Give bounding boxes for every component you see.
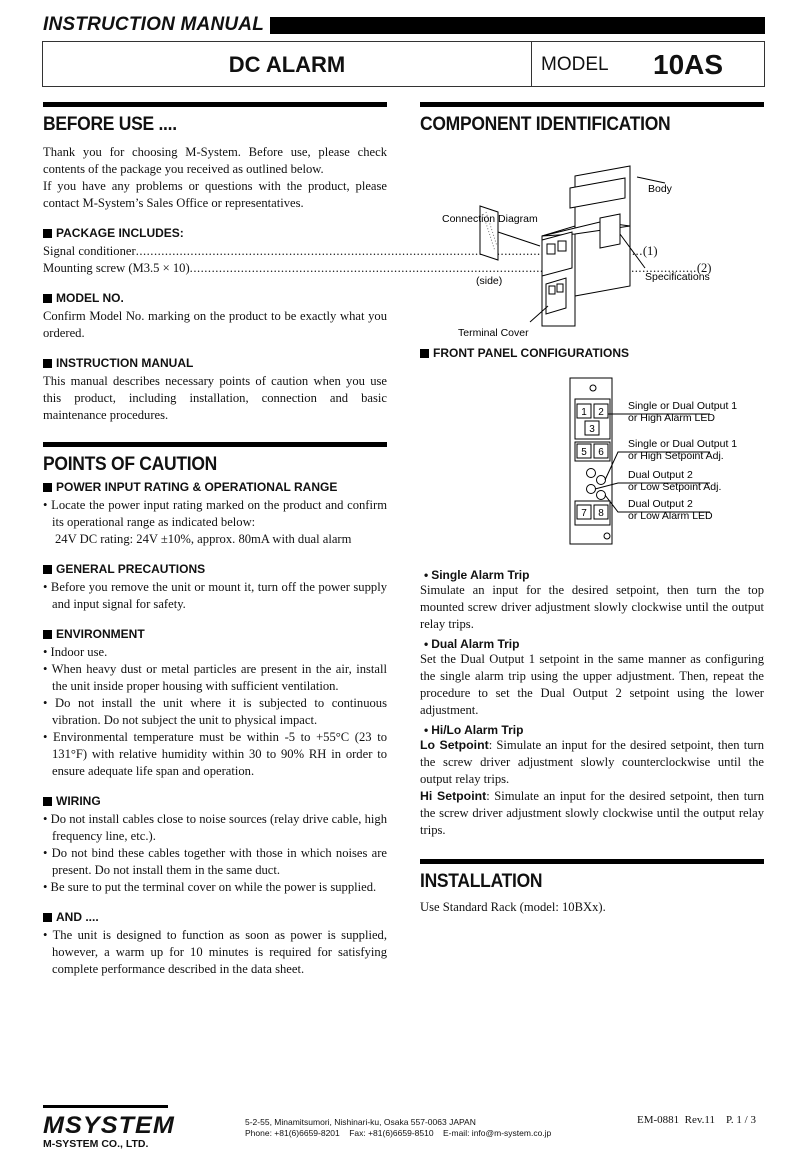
terminal-screw xyxy=(557,284,563,292)
low-setpoint-adj xyxy=(587,485,596,494)
terminal-label: 5 xyxy=(581,447,587,458)
specifications-panel xyxy=(600,214,620,248)
front-panel-diagram xyxy=(420,368,764,548)
power-bullet: • Locate the power input rating marked on the product and confirm its operational range as indicated below: xyxy=(43,498,387,529)
header-bar xyxy=(270,17,765,34)
wiring-heading: WIRING xyxy=(43,794,387,808)
high-led xyxy=(587,469,596,478)
dual-trip-text: Set the Dual Output 1 setpoint in the same manner as configuring the single alarm trip using the upper adjustment. Then, repeat the procedure to set the Dual Output 2 setpoint using the lower adjustment. xyxy=(420,652,764,717)
environment-heading: ENVIRONMENT xyxy=(43,627,387,641)
front-label: or High Setpoint Adj. xyxy=(628,450,724,462)
terminal-block-lower xyxy=(546,278,566,314)
section-bar xyxy=(420,859,764,864)
section-bar xyxy=(43,102,387,107)
label-body: Body xyxy=(648,183,672,195)
front-panel-heading: FRONT PANEL CONFIGURATIONS xyxy=(420,346,764,360)
hilo-trip-heading: • Hi/Lo Alarm Trip xyxy=(424,723,524,737)
front-label: or High Alarm LED xyxy=(628,412,715,424)
terminal-screw xyxy=(558,241,566,251)
title-box xyxy=(42,41,765,87)
component-title: COMPONENT IDENTIFICATION xyxy=(420,114,671,135)
square-bullet-icon xyxy=(43,565,52,574)
general-heading: GENERAL PRECAUTIONS xyxy=(43,562,387,576)
terminal-label: 1 xyxy=(581,407,587,418)
front-label: Single or Dual Output 1 xyxy=(628,438,738,450)
package-heading: PACKAGE INCLUDES: xyxy=(43,226,387,240)
label-side: (side) xyxy=(476,275,503,287)
front-label: Dual Output 2 xyxy=(628,469,693,481)
single-trip-text: Simulate an input for the desired setpoint, then turn the top mounted screw driver adjustment slowly clockwise until the output relay trips. xyxy=(420,583,764,631)
power-rating: 24V DC rating: 24V ±10%, approx. 80mA with dual alarm xyxy=(55,532,352,546)
document-code: EM-0881 Rev.11 P. 1 / 3 xyxy=(637,1114,756,1126)
installation-text: Use Standard Rack (model: 10BXx). xyxy=(420,900,606,914)
label-connection-diagram: Connection Diagram xyxy=(442,213,538,225)
front-label: Single or Dual Output 1 xyxy=(628,400,738,412)
package-item: Mounting screw (M3.5 × 10) ..... (2) xyxy=(43,260,387,277)
before-use-title: BEFORE USE .... xyxy=(43,114,177,135)
panel-screw-top xyxy=(590,385,596,391)
low-led xyxy=(597,491,606,500)
panel-screw-bottom xyxy=(604,533,610,539)
hi-setpoint-text: Hi Setpoint: Simulate an input for the desired setpoint, then turn the screw driver adjustment slowly clockwise until the output relay trips. xyxy=(420,789,764,837)
front-label: or Low Alarm LED xyxy=(628,510,713,522)
single-trip-heading: • Single Alarm Trip xyxy=(424,568,530,582)
environment-bullet: • Indoor use. xyxy=(43,645,108,659)
front-label: or Low Setpoint Adj. xyxy=(628,481,722,493)
manual-text: This manual describes necessary points of caution when you use this product, including installation, connection and basic maintenance procedures. xyxy=(43,374,387,422)
model-no-text: Confirm Model No. marking on the product to be exactly what you ordered. xyxy=(43,309,387,340)
company-name: M-SYSTEM CO., LTD. xyxy=(43,1138,149,1150)
square-bullet-icon xyxy=(43,913,52,922)
logo-rule xyxy=(43,1105,168,1108)
terminal-label: 7 xyxy=(581,508,587,519)
wiring-bullet: • Do not install cables close to noise sources (relay drive cable, high frequency line, etc.). xyxy=(43,812,387,843)
section-bar xyxy=(43,442,387,447)
terminal-label: 2 xyxy=(598,407,604,418)
square-bullet-icon xyxy=(43,483,52,492)
dual-trip-heading: • Dual Alarm Trip xyxy=(424,637,520,651)
square-bullet-icon xyxy=(43,797,52,806)
caution-title: POINTS OF CAUTION xyxy=(43,454,217,475)
company-logo: MSYSTEM xyxy=(43,1112,175,1139)
terminal-label: 6 xyxy=(598,447,604,458)
before-use-intro: Thank you for choosing M-System. Before use, please check contents of the package you received as outlined below. xyxy=(43,145,387,176)
square-bullet-icon xyxy=(43,359,52,368)
wiring-bullet: • Do not bind these cables together with those in which noises are present. Do not install them in the same duct. xyxy=(43,846,387,877)
right-column xyxy=(420,102,764,916)
model-code: 10AS xyxy=(653,49,724,80)
terminal-label: 3 xyxy=(589,424,595,435)
environment-bullet: • Environmental temperature must be within -5 to +55°C (23 to 131°F) with relative humidity within 30 to 90% RH in order to ensure adequate life span and operation. xyxy=(43,730,387,778)
environment-bullet: • When heavy dust or metal particles are present in the air, install the unit inside proper housing with sufficient ventilation. xyxy=(43,662,387,693)
connection-leader xyxy=(498,232,540,246)
before-use-intro-2: If you have any problems or questions with the product, please contact M-System’s Sales Office or representatives. xyxy=(43,179,387,210)
power-heading: POWER INPUT RATING & OPERATIONAL RANGE xyxy=(43,480,387,494)
general-bullet: • Before you remove the unit or mount it, turn off the power supply and input signal for safety. xyxy=(43,580,387,611)
terminal-label: 8 xyxy=(598,508,604,519)
package-item: Signal conditioner ..... (1) xyxy=(43,243,387,260)
terminal-screw xyxy=(549,286,555,294)
company-address: 5-2-55, Minamitsumori, Nishinari-ku, Osaka 557-0063 JAPAN Phone: +81(6)6659-8201 Fax: +81(6)6659-8510 E-mail: info@m-system.co.jp xyxy=(245,1117,552,1138)
model-label: MODEL xyxy=(541,54,609,75)
environment-bullet: • Do not install the unit where it is subjected to continuous vibration. Do not subject the unit to physical impact. xyxy=(43,696,387,727)
terminal-screw xyxy=(547,244,555,254)
label-specifications: Specifications xyxy=(645,271,710,283)
high-setpoint-adj xyxy=(597,476,606,485)
model-no-heading: MODEL NO. xyxy=(43,291,387,305)
square-bullet-icon xyxy=(420,349,429,358)
manual-heading: INSTRUCTION MANUAL xyxy=(43,356,387,370)
label-terminal-cover: Terminal Cover xyxy=(458,327,529,339)
title-divider xyxy=(531,42,532,86)
lo-setpoint-text: Lo Setpoint: Simulate an input for the desired setpoint, then turn the screw driver adjustment slowly counterclockwise until the output relay trips. xyxy=(420,738,764,786)
square-bullet-icon xyxy=(43,229,52,238)
and-bullet: • The unit is designed to function as soon as power is supplied, however, a warm up for 10 minutes is required for satisfying complete performance described in the data sheet. xyxy=(43,928,387,976)
square-bullet-icon xyxy=(43,294,52,303)
manual-title: INSTRUCTION MANUAL xyxy=(43,14,265,35)
component-diagram xyxy=(420,136,764,339)
square-bullet-icon xyxy=(43,630,52,639)
front-label: Dual Output 2 xyxy=(628,498,693,510)
and-heading: AND .... xyxy=(43,910,387,924)
wiring-bullet: • Be sure to put the terminal cover on while the power is supplied. xyxy=(43,880,377,894)
product-name: DC ALARM xyxy=(228,52,346,77)
installation-title: INSTALLATION xyxy=(420,871,543,892)
section-bar xyxy=(420,102,764,107)
